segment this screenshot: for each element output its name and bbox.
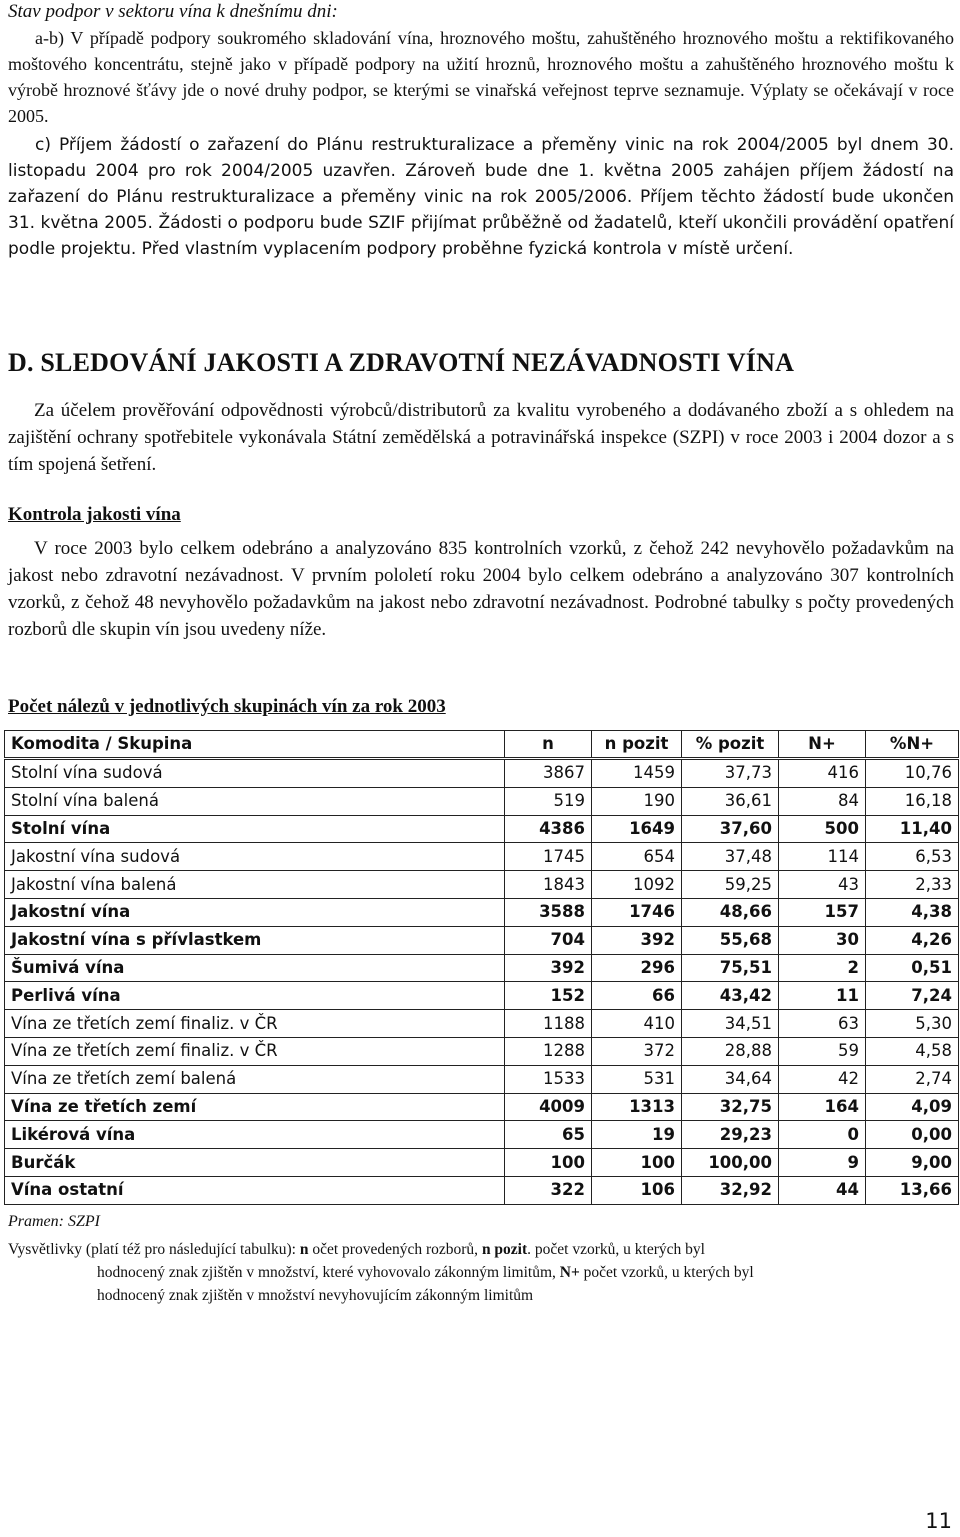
table-cell-value: 30 — [779, 926, 866, 954]
table-cell-value: 42 — [779, 1065, 866, 1093]
table-cell-value: 84 — [779, 787, 866, 815]
table-cell-value: 37,48 — [682, 843, 779, 871]
table-cell-value: 75,51 — [682, 954, 779, 982]
table-row — [5, 954, 959, 982]
table-cell-group: Jakostní vína sudová — [5, 843, 505, 871]
table-cell-value: 1188 — [505, 1010, 592, 1038]
table-body — [5, 759, 959, 1205]
table-cell-value: 1745 — [505, 843, 592, 871]
table-row — [5, 871, 959, 899]
table-cell-value: 11 — [779, 982, 866, 1010]
table-cell-value: 1746 — [592, 898, 682, 926]
table-cell-group: Stolní vína balená — [5, 787, 505, 815]
table-row — [5, 759, 959, 788]
section-d-paragraph — [8, 397, 954, 478]
table-cell-value: 5,30 — [866, 1010, 959, 1038]
column-header: n — [505, 731, 592, 759]
table-cell-value: 4,09 — [866, 1093, 959, 1121]
table-cell-group: Jakostní vína balená — [5, 871, 505, 899]
paragraph-ab — [8, 25, 954, 129]
table-cell-group: Burčák — [5, 1149, 505, 1177]
legend-term-n: n — [299, 1241, 309, 1258]
table-cell-group: Vína ze třetích zemí — [5, 1093, 505, 1121]
table-cell-value: 7,24 — [866, 982, 959, 1010]
table-cell-value: 16,18 — [866, 787, 959, 815]
table-cell-group: Vína ostatní — [5, 1176, 505, 1204]
column-header: N+ — [779, 731, 866, 759]
legend-def-npozit-1: . počet vzorků, u kterých byl — [527, 1241, 705, 1258]
section-d-paragraph-text: Za účelem prověřování odpovědnosti výrobců/distributorů za kvalitu vyrobeného a dodávaného zboží a s ohledem na zajištění ochrany spotřebitele vykonávala Státní zemědělská a potravinářská inspekce (SZPI) v roce 2003 i 2004 dozor a s tím spojená šetření. — [8, 400, 954, 475]
table-cell-value: 372 — [592, 1037, 682, 1065]
table-header-row — [5, 731, 959, 759]
table-cell-value: 28,88 — [682, 1037, 779, 1065]
table-heading: Počet nálezů v jednotlivých skupinách vín za rok 2003 — [8, 696, 446, 717]
table-cell-value: 1649 — [592, 815, 682, 843]
table-cell-value: 704 — [505, 926, 592, 954]
table-cell-value: 36,61 — [682, 787, 779, 815]
table-cell-value: 190 — [592, 787, 682, 815]
table-cell-value: 32,92 — [682, 1176, 779, 1204]
legend-def-nplus-2: hodnocený znak zjištěn v množství nevyhovujícím zákonným limitům — [97, 1287, 534, 1304]
intro-heading: Stav podpor v sektoru vína k dnešnímu dni: — [8, 1, 338, 22]
table-row — [5, 815, 959, 843]
legend-def-n: očet provedených rozborů, — [308, 1241, 482, 1258]
paragraph-c-text: c) Příjem žádostí o zařazení do Plánu restrukturalizace a přeměny vinic na rok 2004/2005 byl dnem 30. listopadu 2004 pro rok 2004/2005 uzavřen. Zároveň bude dne 1. května 2005 zahájen příjem žádostí na zařazení do Plánu restrukturalizace a přeměny vinic na rok 2005/2006. Příjem těchto žádostí bude ukončen 31. května 2005. Žádosti o podporu bude SZIF přijímat průběžně od žadatelů, kteří ukončili provádění opatření podle projektu. Před vlastním vyplacením podpory proběhne fyzická kontrola v místě určení. — [8, 135, 954, 259]
legend-term-npozit: n pozit — [481, 1241, 528, 1258]
table-cell-value: 37,73 — [682, 759, 779, 788]
table-cell-value: 63 — [779, 1010, 866, 1038]
table-row — [5, 982, 959, 1010]
table-cell-value: 9 — [779, 1149, 866, 1177]
section-d-title: D. SLEDOVÁNÍ JAKOSTI A ZDRAVOTNÍ NEZÁVADNOSTI VÍNA — [8, 348, 795, 377]
table-cell-group: Jakostní vína s přívlastkem — [5, 926, 505, 954]
table-cell-group: Vína ze třetích zemí finaliz. v ČR — [5, 1010, 505, 1038]
table-cell-group: Perlivá vína — [5, 982, 505, 1010]
table-cell-group: Vína ze třetích zemí balená — [5, 1065, 505, 1093]
table-cell-value: 43,42 — [682, 982, 779, 1010]
table-cell-value: 44 — [779, 1176, 866, 1204]
table-cell-value: 1459 — [592, 759, 682, 788]
table-cell-value: 4386 — [505, 815, 592, 843]
kontrola-paragraph — [8, 535, 954, 643]
table-row — [5, 1149, 959, 1177]
table-cell-value: 43 — [779, 871, 866, 899]
table-row — [5, 1093, 959, 1121]
table-row — [5, 787, 959, 815]
table-cell-value: 29,23 — [682, 1121, 779, 1149]
table-cell-value: 531 — [592, 1065, 682, 1093]
table-cell-value: 4,58 — [866, 1037, 959, 1065]
table-cell-value: 32,75 — [682, 1093, 779, 1121]
table-cell-group: Stolní vína — [5, 815, 505, 843]
table-row — [5, 1010, 959, 1038]
column-header: %N+ — [866, 731, 959, 759]
legend-line-2 — [8, 1261, 958, 1284]
table-row — [5, 843, 959, 871]
paragraph-ab-text: a-b) V případě podpory soukromého skladování vína, hroznového moštu, zahuštěného hroznového moštu a rektifikovaného moštového koncentrátu, stejně jako v případě podpory na užití hroznů, hroznového moštu a zahuštěného hroznového moštu k výrobě hroznové šťávy jde o nové druhy podpor, se kterými se vinařská veřejnost teprve seznamuje. Výplaty se očekávají v roce 2005. — [8, 28, 954, 126]
table-cell-value: 59 — [779, 1037, 866, 1065]
table-cell-value: 3867 — [505, 759, 592, 788]
table-cell-value: 410 — [592, 1010, 682, 1038]
table-cell-value: 0 — [779, 1121, 866, 1149]
table-cell-value: 4,38 — [866, 898, 959, 926]
table-cell-value: 2 — [779, 954, 866, 982]
table-cell-value: 9,00 — [866, 1149, 959, 1177]
table-cell-value: 6,53 — [866, 843, 959, 871]
source-note: Pramen: SZPI — [8, 1213, 100, 1230]
table-cell-value: 100 — [592, 1149, 682, 1177]
table-cell-value: 100 — [505, 1149, 592, 1177]
table-row — [5, 926, 959, 954]
table-cell-value: 13,66 — [866, 1176, 959, 1204]
table-cell-value: 157 — [779, 898, 866, 926]
legend-line-3 — [8, 1284, 958, 1307]
kontrola-paragraph-text: V roce 2003 bylo celkem odebráno a analyzováno 835 kontrolních vzorků, z čehož 242 nevyhovělo požadavkům na jakost nebo zdravotní nezávadnost. V prvním pololetí roku 2004 bylo celkem odebráno a analyzováno 307 kontrolních vzorků, z čehož 48 nevyhovělo požadavkům na jakost nebo zdravotní nezávadnost. Podrobné tabulky s počty provedených rozborů dle skupin vín jsou uvedeny níže. — [8, 538, 954, 640]
table-cell-value: 519 — [505, 787, 592, 815]
table-cell-value: 654 — [592, 843, 682, 871]
legend-term-nplus: N+ — [559, 1264, 580, 1281]
table-cell-value: 11,40 — [866, 815, 959, 843]
table-cell-value: 1313 — [592, 1093, 682, 1121]
table-row — [5, 1037, 959, 1065]
table-cell-value: 100,00 — [682, 1149, 779, 1177]
table-cell-value: 10,76 — [866, 759, 959, 788]
table-cell-value: 1843 — [505, 871, 592, 899]
table-row — [5, 1121, 959, 1149]
column-header: n pozit — [592, 731, 682, 759]
table-row — [5, 1065, 959, 1093]
table-cell-value: 66 — [592, 982, 682, 1010]
paragraph-c — [8, 132, 954, 262]
table-cell-value: 392 — [592, 926, 682, 954]
findings-table — [4, 730, 959, 1205]
table-cell-value: 37,60 — [682, 815, 779, 843]
kontrola-heading: Kontrola jakosti vína — [8, 504, 181, 525]
table-cell-group: Vína ze třetích zemí finaliz. v ČR — [5, 1037, 505, 1065]
table-cell-value: 4009 — [505, 1093, 592, 1121]
table-row — [5, 898, 959, 926]
page-number: 11 — [925, 1509, 952, 1533]
table-cell-value: 164 — [779, 1093, 866, 1121]
table-cell-value: 296 — [592, 954, 682, 982]
column-header: % pozit — [682, 731, 779, 759]
table-cell-value: 416 — [779, 759, 866, 788]
table-cell-value: 34,64 — [682, 1065, 779, 1093]
legend-def-nplus-1: počet vzorků, u kterých byl — [579, 1264, 754, 1281]
table-cell-value: 2,33 — [866, 871, 959, 899]
table-cell-value: 106 — [592, 1176, 682, 1204]
table-cell-value: 59,25 — [682, 871, 779, 899]
table-cell-value: 65 — [505, 1121, 592, 1149]
table-cell-value: 19 — [592, 1121, 682, 1149]
legend-def-npozit-2: hodnocený znak zjištěn v množství, které vyhovovalo zákonným limitům, — [97, 1264, 560, 1281]
table-cell-value: 1092 — [592, 871, 682, 899]
table-cell-group: Stolní vína sudová — [5, 759, 505, 788]
table-cell-value: 1533 — [505, 1065, 592, 1093]
table-cell-value: 55,68 — [682, 926, 779, 954]
table-cell-value: 152 — [505, 982, 592, 1010]
table-cell-value: 322 — [505, 1176, 592, 1204]
legend-prefix: Vysvětlivky (platí též pro následující tabulku): — [8, 1241, 296, 1258]
table-cell-value: 500 — [779, 815, 866, 843]
table-cell-value: 34,51 — [682, 1010, 779, 1038]
table-cell-group: Jakostní vína — [5, 898, 505, 926]
table-cell-value: 48,66 — [682, 898, 779, 926]
legend — [8, 1238, 958, 1307]
table-cell-value: 0,00 — [866, 1121, 959, 1149]
table-cell-value: 4,26 — [866, 926, 959, 954]
table-row — [5, 1176, 959, 1204]
column-header: Komodita / Skupina — [5, 731, 505, 759]
table-cell-value: 392 — [505, 954, 592, 982]
table-cell-value: 114 — [779, 843, 866, 871]
table-cell-group: Šumivá vína — [5, 954, 505, 982]
table-cell-group: Likérová vína — [5, 1121, 505, 1149]
table-cell-value: 3588 — [505, 898, 592, 926]
table-cell-value: 1288 — [505, 1037, 592, 1065]
table-cell-value: 2,74 — [866, 1065, 959, 1093]
table-cell-value: 0,51 — [866, 954, 959, 982]
